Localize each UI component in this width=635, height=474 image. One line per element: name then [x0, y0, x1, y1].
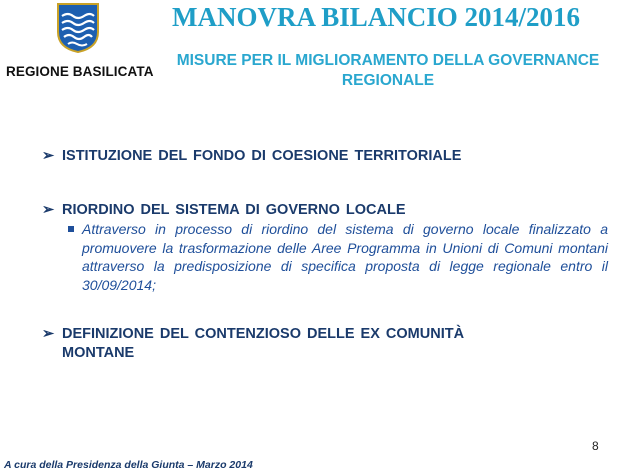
bullet-item [42, 325, 562, 363]
page-title: MANOVRA BILANCIO 2014/2016 [172, 2, 581, 32]
regione-basilicata-logo [56, 2, 100, 54]
sub-bullet-item [68, 220, 608, 294]
page-subtitle: MISURE PER IL MIGLIORAMENTO DELLA GOVERNANCE REGIONALE [176, 52, 600, 89]
sub-bullet-text: Attraverso in processo di riordino del sistema di governo locale finalizzato a promuovere la trasformazione delle Aree Programma in Unioni di Comuni montani attraverso la predisposizione di specifica proposta di legge regionale entro il 30/09/2014; [82, 221, 608, 293]
bullet-item [42, 201, 406, 220]
square-bullet-icon [68, 226, 74, 232]
arrowhead-bullet-icon: ➢ [42, 148, 55, 164]
arrowhead-bullet-icon: ➢ [42, 326, 55, 342]
bullet-item [42, 147, 461, 166]
org-name: REGIONE BASILICATA [6, 64, 154, 79]
bullet-text: DEFINIZIONE DEL CONTENZIOSO DELLE EX COMUNITÀ MONTANE [62, 326, 465, 361]
bullet-text: ISTITUZIONE DEL FONDO DI COESIONE TERRITORIALE [62, 148, 462, 164]
page-number: 8 [592, 439, 599, 453]
bullet-text: RIORDINO DEL SISTEMA DI GOVERNO LOCALE [62, 202, 406, 218]
arrowhead-bullet-icon: ➢ [42, 202, 55, 218]
footer-credit: A cura della Presidenza della Giunta – Marzo 2014 [4, 459, 253, 471]
